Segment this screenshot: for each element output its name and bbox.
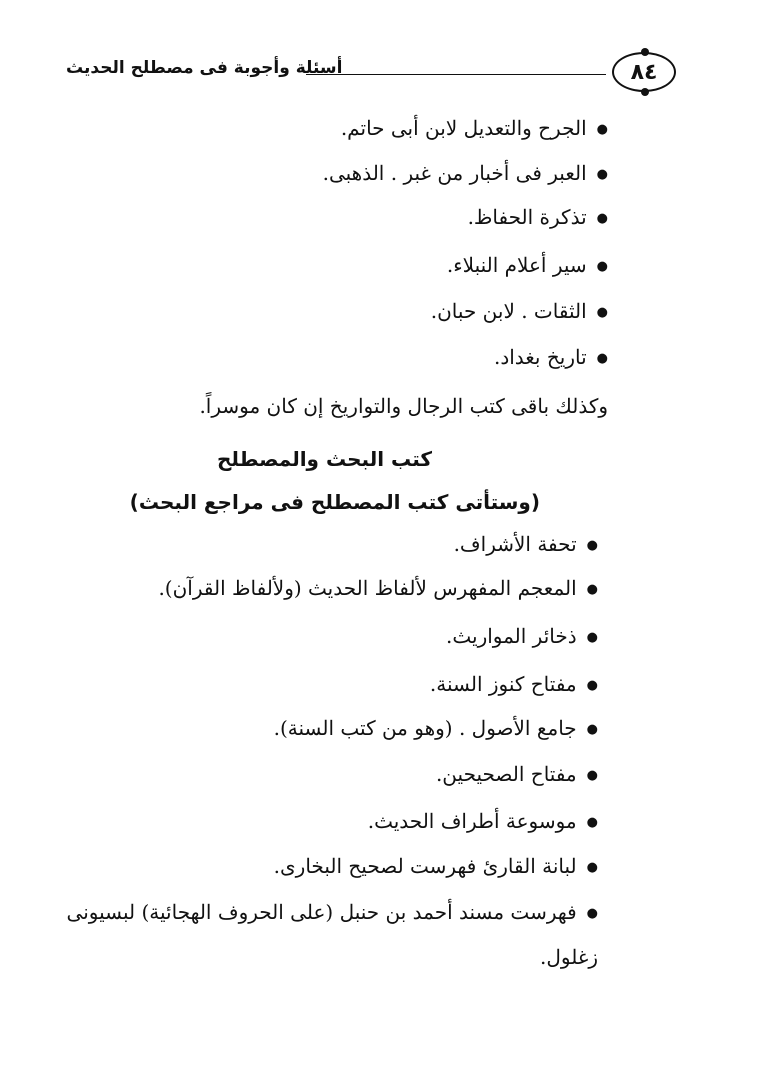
list-item: ● تاريخ بغداد. <box>494 342 608 374</box>
list-item: ● مفتاح الصحيحين. <box>436 759 598 791</box>
list-item: ● الجرح والتعديل لابن أبى حاتم. <box>341 113 608 145</box>
page-number: ٨٤ <box>612 52 676 92</box>
list-item: ● الثقات . لابن حبان. <box>431 296 608 328</box>
list-item: ● تحفة الأشراف. <box>454 529 598 561</box>
section-subheading: (وستأتى كتب المصطلح فى مراجع البحث) <box>129 490 540 514</box>
section-heading: كتب البحث والمصطلح <box>217 447 432 471</box>
header-rule <box>306 74 606 75</box>
list-item: ● موسوعة أطراف الحديث. <box>368 806 598 838</box>
list-item: ● لبانة القارئ فهرست لصحيح البخارى. <box>274 851 598 883</box>
list-item-continuation: زغلول. <box>540 945 598 969</box>
list-item: ● ذخائر المواريث. <box>446 621 598 653</box>
list-item: ● العبر فى أخبار من غبر . الذهبى. <box>323 158 608 190</box>
list-item: ● جامع الأصول . (وهو من كتب السنة). <box>274 713 598 745</box>
running-title: أسئلة وأجوبة فى مصطلح الحديث <box>66 58 343 78</box>
page-header <box>66 52 676 94</box>
list-item: ● سير أعلام النبلاء. <box>447 250 608 282</box>
list-item: ● مفتاح كنوز السنة. <box>430 669 598 701</box>
list-item: ● تذكرة الحفاظ. <box>468 202 608 234</box>
list-item: ● فهرست مسند أحمد بن حنبل (على الحروف الهجائية) لبسيونى <box>67 897 598 929</box>
list-item: ● المعجم المفهرس لألفاظ الحديث (ولألفاظ القرآن). <box>158 573 598 605</box>
note-paragraph: وكذلك باقى كتب الرجال والتواريخ إن كان موسراً. <box>199 394 608 418</box>
